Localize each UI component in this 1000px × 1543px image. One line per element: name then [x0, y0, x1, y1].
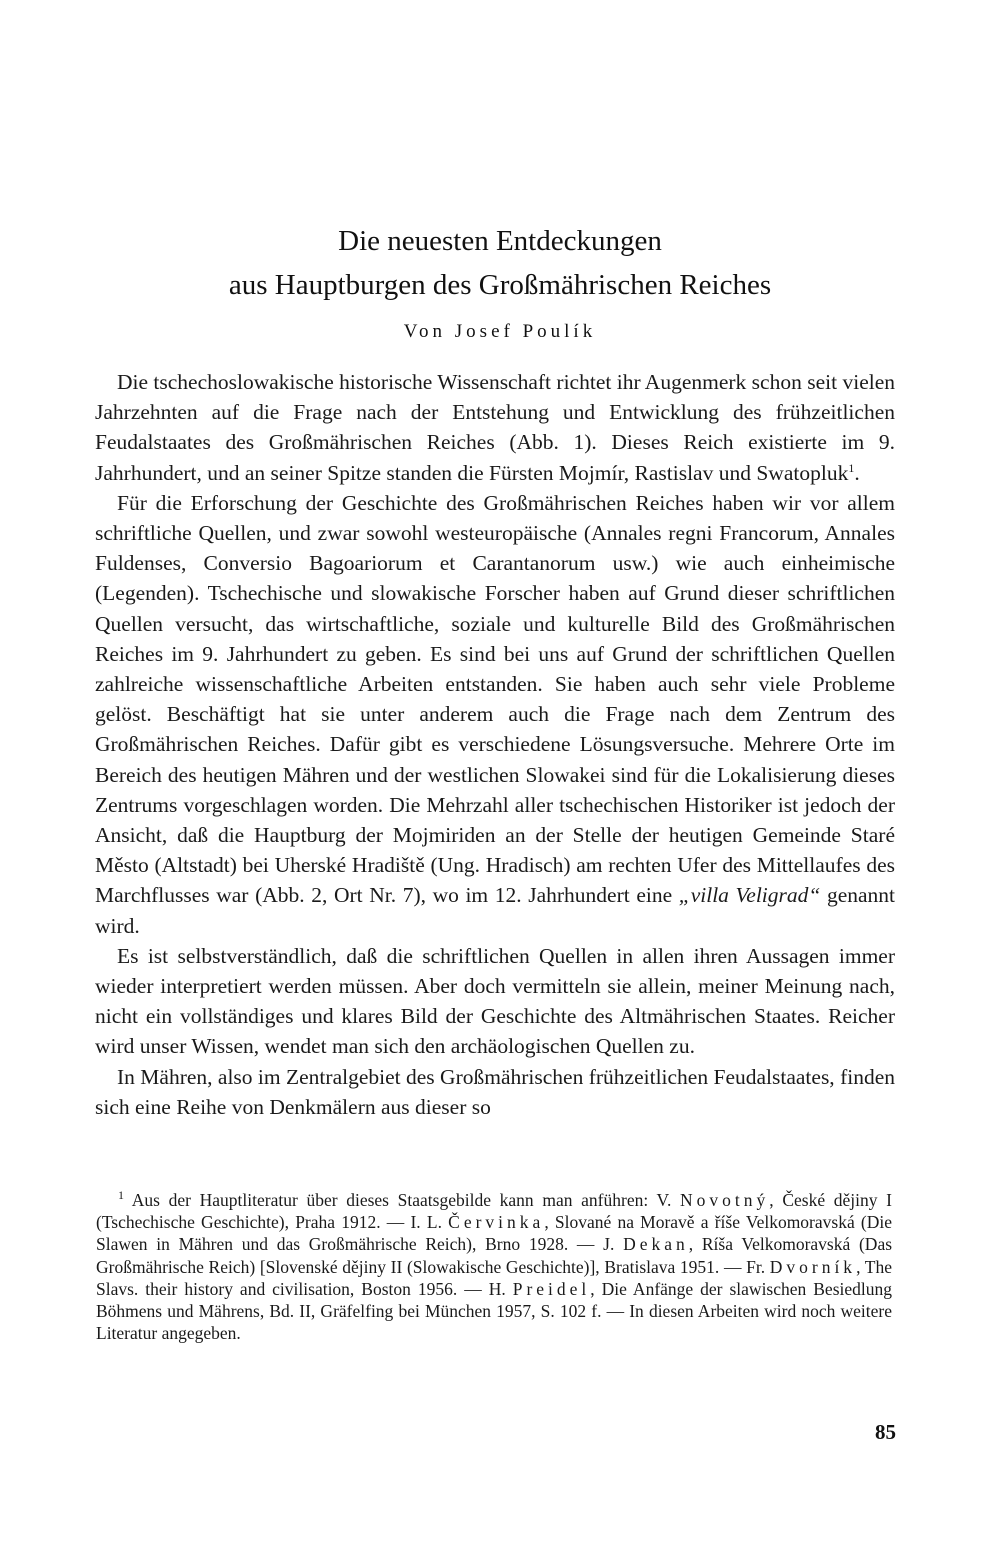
paragraph-2-text: Für die Erforschung der Geschichte des Großmährischen Reiches haben wir vor allem schriftliche Quellen, und zwar sowohl westeuropäische (Annales regni Francorum, Annales Fuldenses, Conversio Bagoariorum et Carantanorum usw.) wie auch einheimische (Legenden). Tschechische und slowakische Forscher haben auf Grund dieser schriftlichen Quellen versucht, das wirtschaftliche, soziale und kulturelle Bild des Großmährischen Reiches im 9. Jahrhundert zu geben. Es sind bei uns auf Grund der schriftlichen Quellen zahlreiche wissenschaftliche Arbeiten entstanden. Sie haben auch sehr viele Probleme gelöst. Beschäftigt hat sie unter anderem auch die Frage nach dem Zentrum des Großmährischen Reiches. Dafür gibt es verschiedene Lösungsversuche. Mehrere Orte im Bereich des heutigen Mähren und der westlichen Slowakei sind für die Lokalisierung dieses Zentrums vorgeschlagen worden. Die Mehrzahl aller tschechischen Historiker ist jedoch der Ansicht, daß die Hauptburg der Mojmiriden an der Stelle der heutigen Gemeinde Staré Město (Altstadt) bei Uherské Hradiště (Ung. Hradisch) am rechten Ufer des Mittellaufes des Marchflusses war (Abb. 2, Ort Nr. 7), wo im 12. Jahrhundert eine [95, 490, 895, 908]
footnote-reference: 1 [848, 460, 855, 475]
footnote [96, 1189, 892, 1344]
footnote-text [96, 1189, 892, 1344]
footnote-part-f: , Die Anfänge der slawischen Besiedlung Böhmens und Mährens, Bd. II, Gräfelfing bei München 1957, S. 102 f. — In diesen Arbeiten wird noch weitere Literatur angegeben. [96, 1278, 893, 1344]
footnote-part-d: , Ríša Velkomoravská (Das Großmährische Reich) [Slovenské dějiny II (Slowakische Geschichte)], Bratislava 1951. — Fr. [96, 1234, 893, 1277]
footnote-part-a: Aus der Hauptliteratur über dieses Staatsgebilde kann man anführen: V. [131, 1190, 672, 1210]
footnote-marker: 1 [118, 1188, 124, 1203]
paragraph-1 [95, 367, 895, 488]
footnote-author-5: Preidel [512, 1278, 591, 1299]
footnote-author-2: Červinka [448, 1212, 545, 1233]
footnote-author-3: Dekan [623, 1234, 689, 1255]
paragraph-3: Es ist selbstverständlich, daß die schriftlichen Quellen in allen ihren Aussagen immer wieder interpretiert werden müssen. Aber doch vermitteln sie allein, meiner Meinung nach, nicht ein vollständiges und klares Bild der Geschichte des Altmährischen Staates. Reicher wird unser Wissen, wendet man sich den archäologischen Quellen zu. [95, 943, 895, 1059]
footnote-part-c: , Slované na Moravě a říše Velkomoravská (Die Slawen in Mähren und das Großmährische Reich), Brno 1928. — J. [96, 1212, 893, 1255]
footnote-author-4: Dvorník [769, 1256, 857, 1277]
author-byline: Von Josef Poulík [403, 321, 597, 342]
footnote-part-b: , České dějiny I (Tschechische Geschichte), Praha 1912. — I. L. [96, 1190, 893, 1233]
article-title-line-2: aus Hauptburgen des Großmährischen Reiches [228, 269, 772, 301]
footnote-author-1: Novotný [680, 1190, 770, 1210]
article-title-line-1: Die neuesten Entdeckungen [338, 225, 662, 257]
article-body [95, 367, 895, 1122]
page-number: 85 [875, 1420, 896, 1444]
paragraph-2-quote: „villa Veligrad“ [678, 883, 821, 908]
paragraph-2-end: genannt wird. [95, 883, 896, 938]
paragraph-1-end: . [854, 460, 860, 485]
paragraph-1-text: Die tschechoslowakische historische Wissenschaft richtet ihr Augenmerk schon seit vielen Jahrzehnten auf die Frage nach der Entstehung und Entwicklung des frühzeitlichen Feudalstaates des Großmährischen Reiches (Abb. 1). Dieses Reich existierte im 9. Jahrhundert, und an seiner Spitze standen die Fürsten Mojmír, Rastislav und Swatopluk [95, 370, 895, 485]
footnote-part-e: , The Slavs. their history and civilisation, Boston 1956. — H. [96, 1256, 892, 1299]
paragraph-2 [95, 488, 895, 941]
paragraph-4: In Mähren, also im Zentralgebiet des Großmährischen frühzeitlichen Feudalstaates, finden sich eine Reihe von Denkmälern aus dieser so [95, 1064, 895, 1119]
